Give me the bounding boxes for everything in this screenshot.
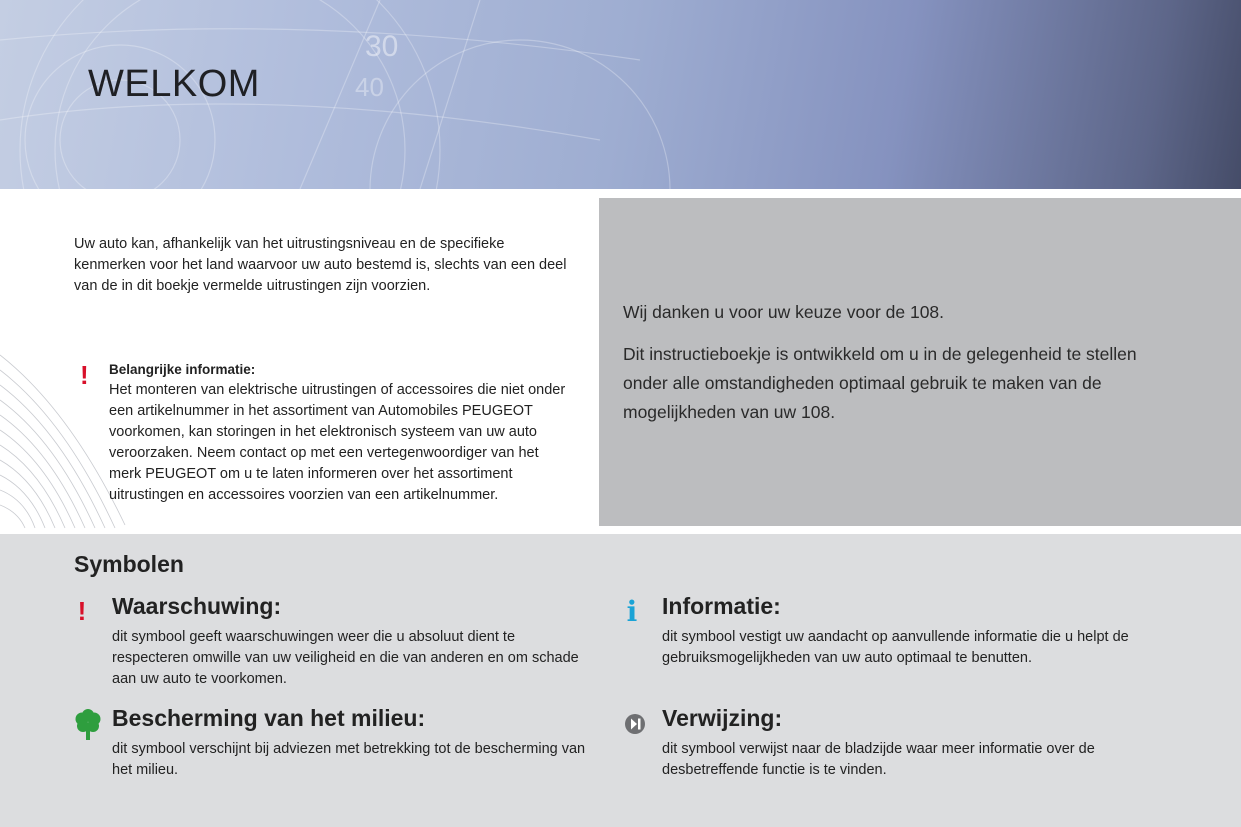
info-mark: i [626, 595, 638, 628]
warning-mark: ! [77, 596, 87, 626]
symbol-description: dit symbool verschijnt bij adviezen met betrekking tot de bescherming van het milieu. [112, 741, 586, 778]
symbol-title: Informatie: [662, 593, 781, 619]
banner-decor-number: 30 [365, 30, 399, 63]
page-title: WELKOM [88, 63, 260, 105]
exclamation-icon: ! [80, 360, 89, 390]
symbol-title: Waarschuwing: [112, 593, 282, 619]
important-text: Het monteren van elektrische uitrustingen of accessoires die niet onder een artikelnummer in het assortiment van Automobiles PEUGEOT voorkomen, kan storingen in het elektronisch systeem van uw auto veroorzaken. Neem contact op met een vertegenwoordiger van het merk PEUGEOT om u te laten informeren over het assortiment uitrustingen en accessoires voorzien van een artikelnummer. [109, 382, 566, 503]
symbol-title: Verwijzing: [662, 705, 783, 731]
symbols-section [0, 534, 1241, 827]
reference-arrow-icon [624, 709, 652, 739]
important-title: Belangrijke informatie: [109, 362, 256, 377]
symbol-description: dit symbool verwijst naar de bladzijde waar meer informatie over de desbetreffende functie is te vinden. [662, 741, 1095, 778]
info-icon [624, 597, 652, 627]
exclamation-icon [74, 597, 102, 627]
banner-decor-number: 40 [355, 72, 384, 102]
tree-icon [74, 709, 102, 739]
intro-paragraph: Uw auto kan, afhankelijk van het uitrustingsniveau en de specifieke kenmerken voor het land waarvoor uw auto bestemd is, slechts van een deel van de in dit boekje vermelde uitrustingen zijn voorzien. [74, 236, 567, 294]
symbol-title: Bescherming van het milieu: [112, 705, 426, 731]
symbol-description: dit symbool geeft waarschuwingen weer die u absoluut dient te respecteren omwille van uw veiligheid en die van anderen en om schade aan uw auto te voorkomen. [112, 629, 579, 687]
thank-you-box [599, 198, 1241, 526]
header-banner [0, 0, 1241, 189]
symbols-heading: Symbolen [74, 551, 184, 577]
manual-purpose-text: Dit instructieboekje is ontwikkeld om u in de gelegenheid te stellen onder alle omstandigheden optimaal gebruik te maken van de mogelijkheden van uw 108. [623, 344, 1137, 422]
symbol-description: dit symbool vestigt uw aandacht op aanvullende informatie die u helpt de gebruiksmogelijkheden van uw auto optimaal te benutten. [662, 629, 1129, 666]
thank-you-text: Wij danken u voor uw keuze voor de 108. [623, 302, 945, 322]
